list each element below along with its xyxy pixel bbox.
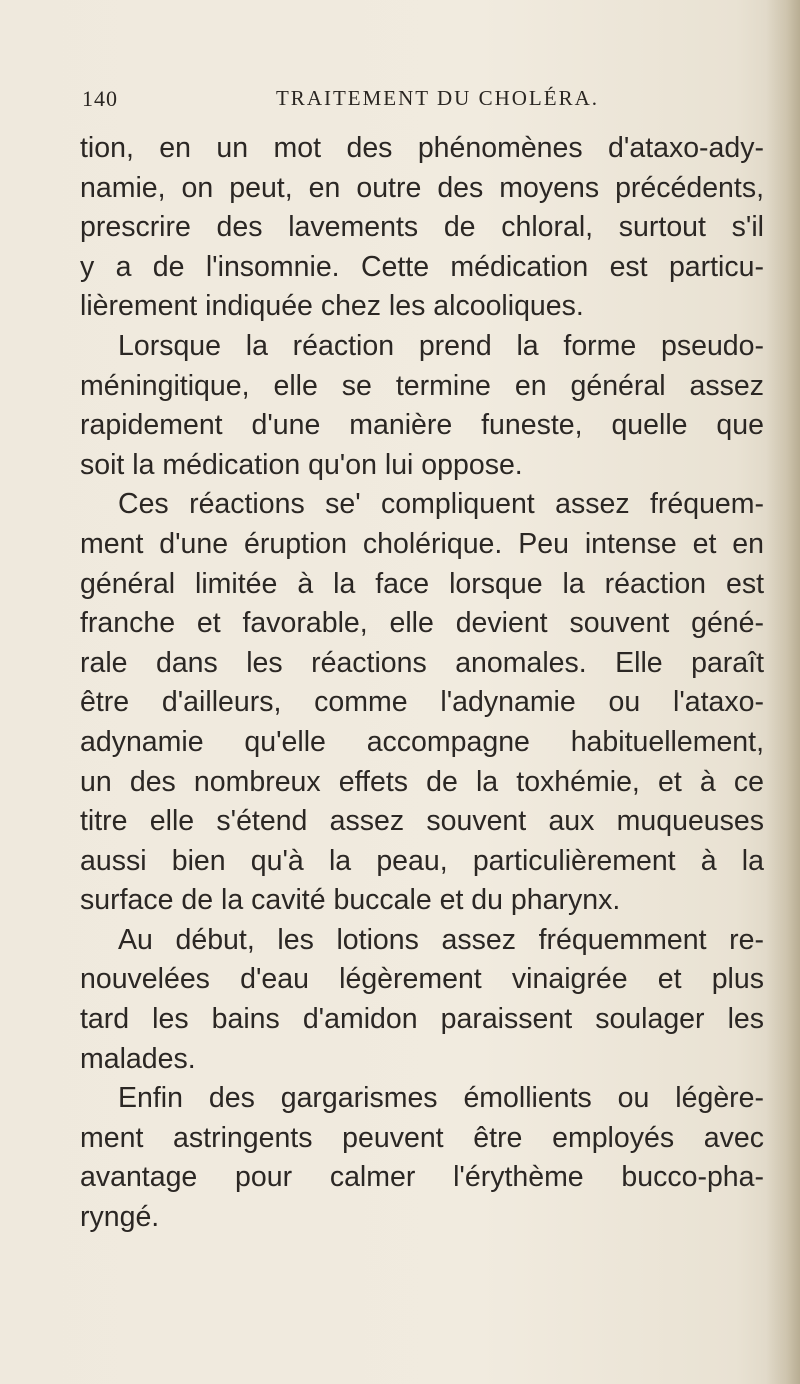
text-line: prescrire des lavements de chloral, surtout s'il [80, 211, 764, 244]
text-line: titre elle s'étend assez souvent aux muqueuses [80, 805, 764, 838]
text-line: méningitique, elle se termine en général assez [80, 369, 764, 402]
body-text [80, 129, 764, 1238]
text-line: Enfin des gargarismes émollients ou légère- [118, 1082, 764, 1115]
text-line: aussi bien qu'à la peau, particulièrement à la [80, 844, 764, 877]
text-line: namie, on peut, en outre des moyens précédents, [80, 171, 764, 204]
running-title: TRAITEMENT DU CHOLÉRA. [275, 86, 599, 110]
text-line: avantage pour calmer l'érythème bucco-pha- [80, 1161, 764, 1194]
text-line: tard les bains d'amidon paraissent soulager les [80, 1003, 764, 1036]
text-line: rale dans les réactions anomales. Elle paraît [80, 646, 764, 679]
text-line: ment astringents peuvent être employés avec [80, 1121, 764, 1154]
text-line: surface de la cavité buccale et du pharynx. [80, 884, 621, 917]
text-line: adynamie qu'elle accompagne habituellement, [80, 725, 764, 758]
text-line: Ces réactions se' compliquent assez fréquem- [118, 488, 764, 521]
text-line: Lorsque la réaction prend la forme pseudo- [118, 329, 764, 362]
text-line: général limitée à la face lorsque la réaction est [80, 567, 764, 600]
text-line: ment d'une éruption cholérique. Peu intense et en [80, 527, 764, 560]
text-line: y a de l'insomnie. Cette médication est particu- [80, 250, 764, 283]
text-line: soit la médication qu'on lui oppose. [80, 448, 523, 481]
text-line: franche et favorable, elle devient souvent géné- [80, 607, 764, 640]
text-line: tion, en un mot des phénomènes d'ataxo-ady- [80, 132, 764, 164]
text-line: nouvelées d'eau légèrement vinaigrée et plus [80, 963, 764, 996]
text-line: rapidement d'une manière funeste, quelle que [80, 409, 764, 442]
page-edge-shadow [766, 0, 800, 1384]
text-line: ryngé. [80, 1201, 160, 1234]
text-line: un des nombreux effets de la toxhémie, et à ce [80, 765, 764, 798]
text-line: être d'ailleurs, comme l'adynamie ou l'ataxo- [80, 686, 764, 719]
text-line: Au début, les lotions assez fréquemment re- [118, 923, 764, 956]
text-line: malades. [80, 1042, 196, 1075]
page-header [82, 86, 757, 116]
page-number: 140 [82, 86, 118, 111]
text-line: lièrement indiquée chez les alcooliques. [80, 290, 584, 323]
